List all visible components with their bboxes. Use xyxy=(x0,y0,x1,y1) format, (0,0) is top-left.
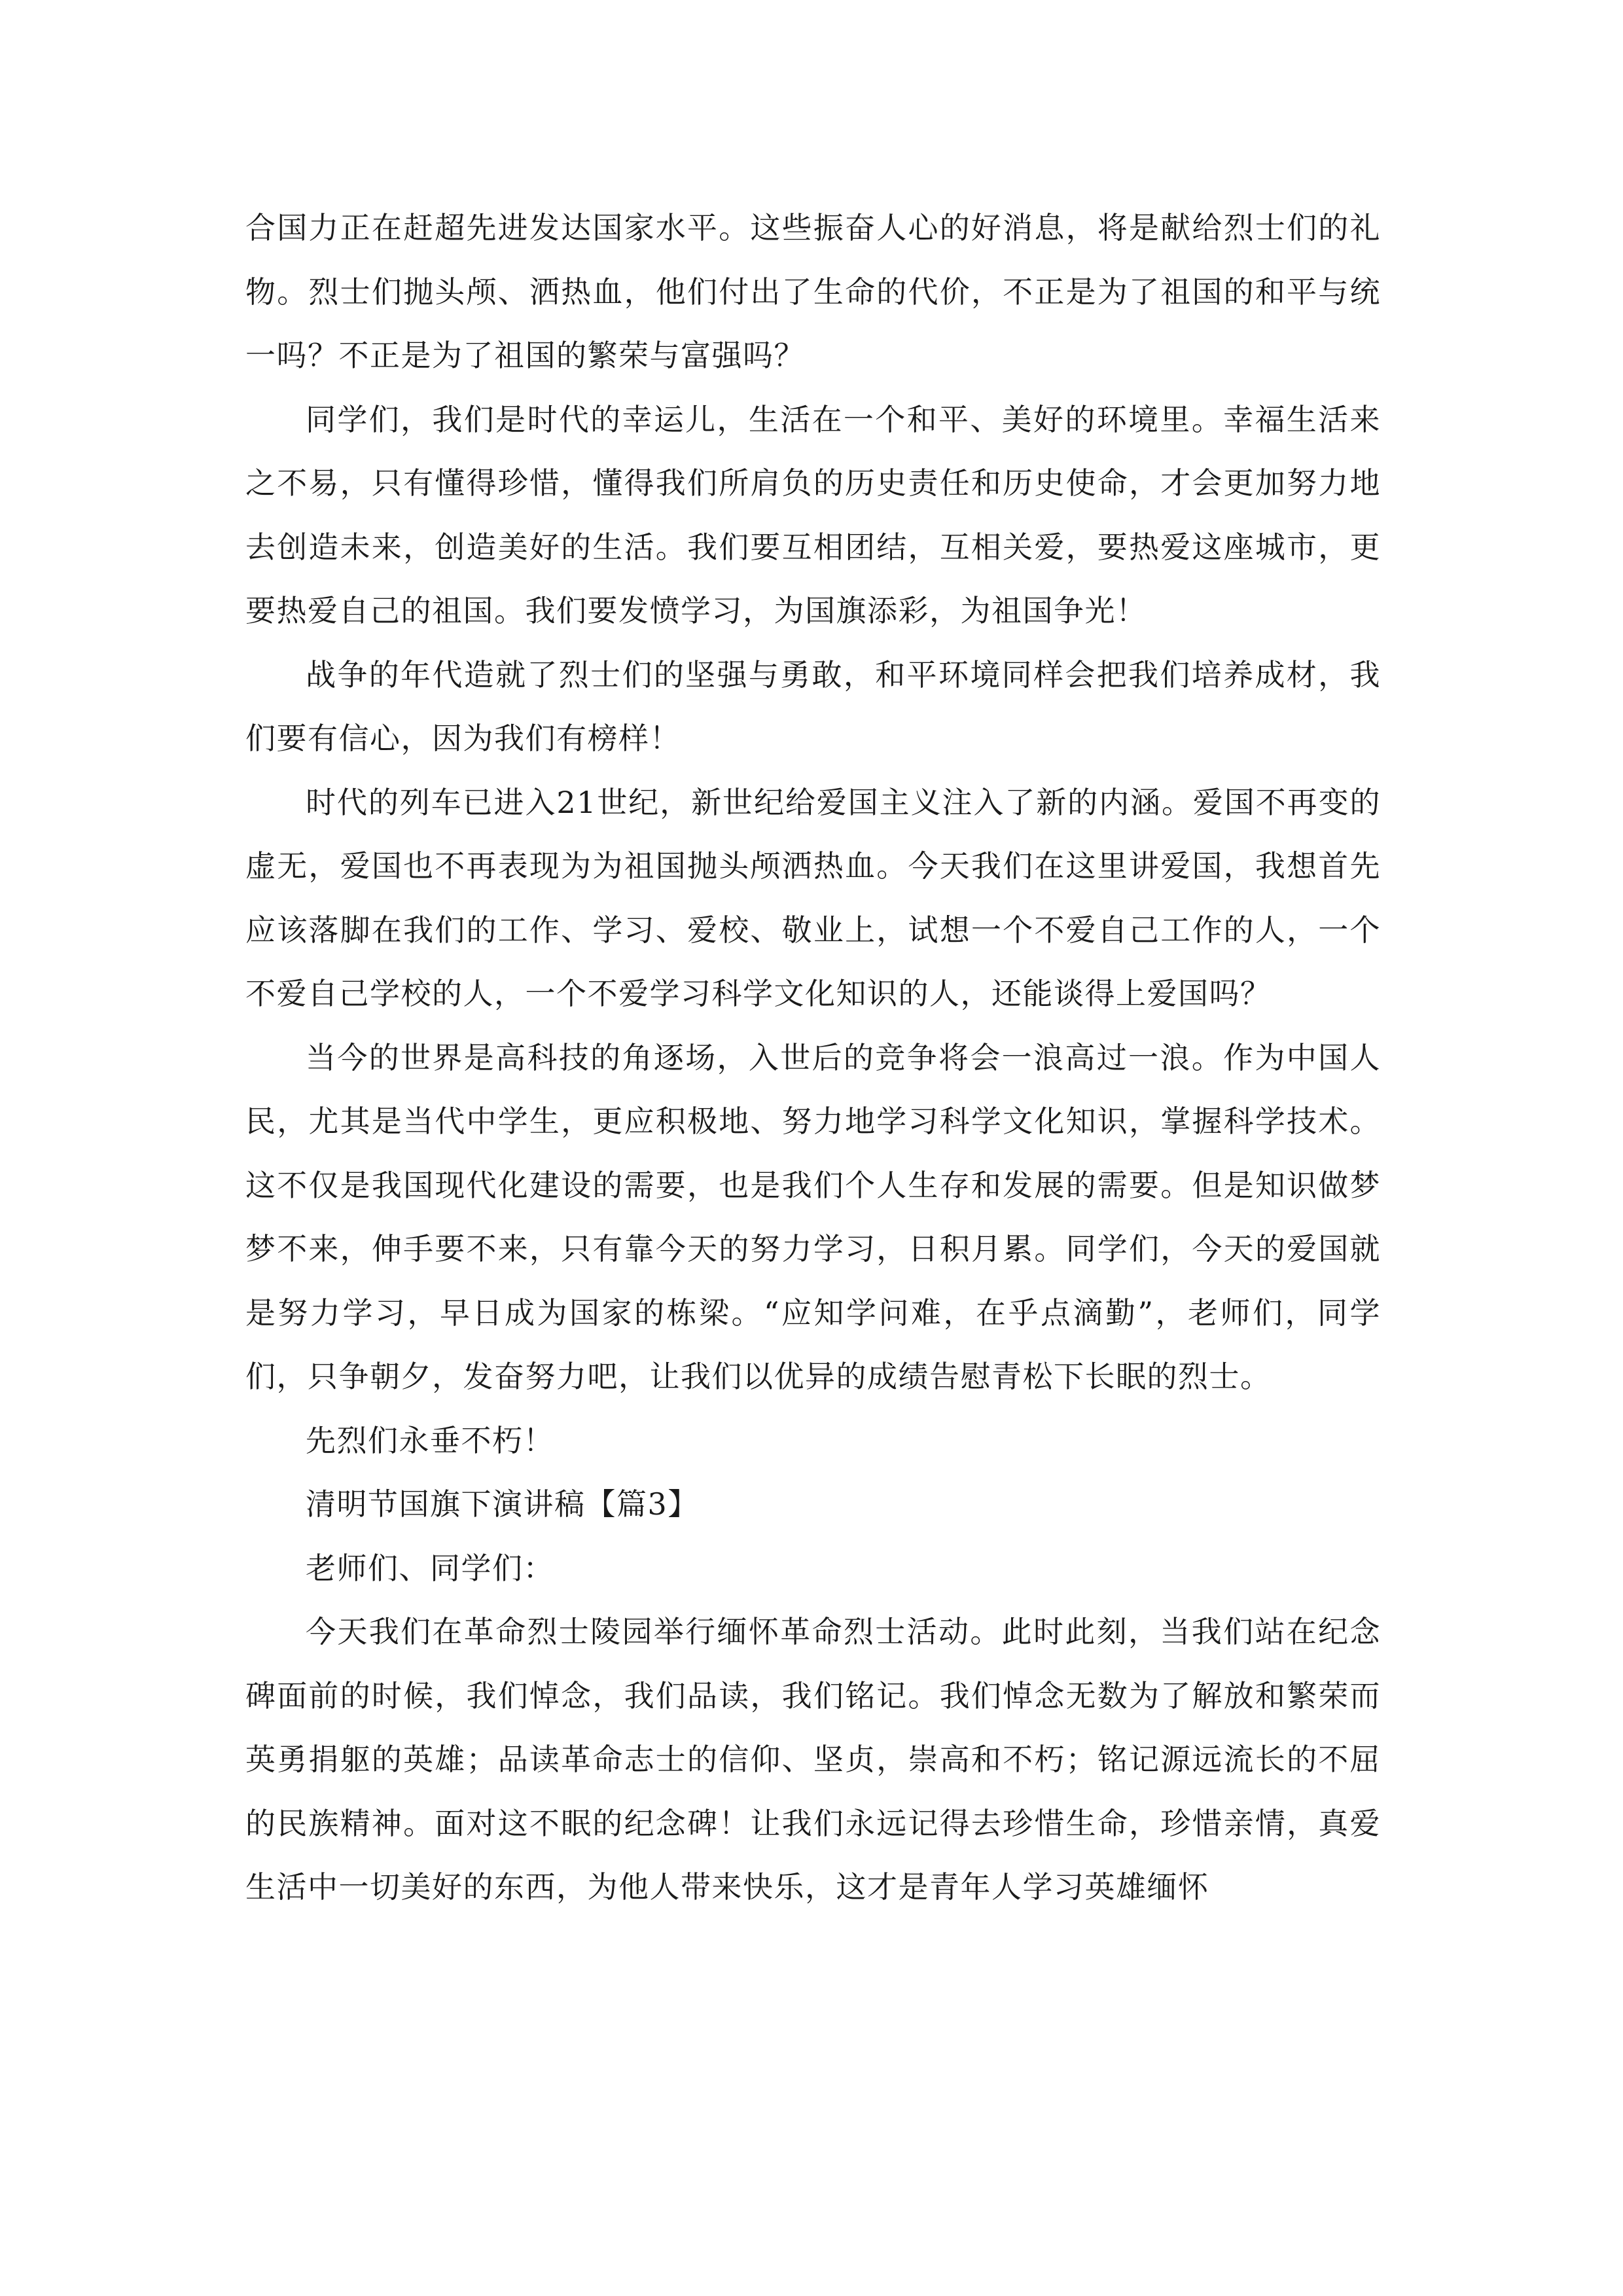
paragraph-immortal-martyrs: 先烈们永垂不朽！ xyxy=(306,1422,554,1458)
document-body xyxy=(245,196,1381,1920)
paragraph-high-tech-world: 当今的世界是高科技的角逐场，入世后的竞争将会一浪高过一浪。作为中国人民，尤其是当代中学生，更应积极地、努力地学习科学文化知识，掌握科学技术。这不仅是我国现代化建设的需要，也是我们个人生存和发展的需要。但是知识做梦梦不来，伸手要不来，只有靠今天的努力学习，日积月累。同学们，今天的爱国就是努力学习，早日成为国家的栋梁。“应知学问难，在乎点滴勤”，老师们，同学们，只争朝夕，发奋努力吧，让我们以优异的成绩告慰青松下长眠的烈士。 xyxy=(245,1039,1381,1394)
paragraph-continuation: 合国力正在赶超先进发达国家水平。这些振奋人心的好消息，将是献给烈士们的礼物。烈士们抛头颅、洒热血，他们付出了生命的代价，不正是为了祖国的和平与统一吗？不正是为了祖国的繁荣与富强吗？ xyxy=(245,210,1381,373)
paragraph-new-century: 时代的列车已进入21世纪，新世纪给爱国主义注入了新的内涵。爱国不再变的虚无，爱国也不再表现为为祖国抛头颅洒热血。今天我们在这里讲爱国，我想首先应该落脚在我们的工作、学习、爱校、敬业上，试想一个不爱自己工作的人，一个不爱自己学校的人，一个不爱学习科学文化知识的人，还能谈得上爱国吗？ xyxy=(245,784,1381,1011)
paragraph-war-era: 战争的年代造就了烈士们的坚强与勇敢，和平环境同样会把我们培养成材，我们要有信心，因为我们有榜样！ xyxy=(245,656,1381,756)
salutation: 老师们、同学们： xyxy=(306,1550,554,1586)
section-heading: 清明节国旗下演讲稿【篇3】 xyxy=(306,1486,699,1522)
paragraph-memorial-activity: 今天我们在革命烈士陵园举行缅怀革命烈士活动。此时此刻，当我们站在纪念碑面前的时候，我们悼念，我们品读，我们铭记。我们悼念无数为了解放和繁荣而英勇捐躯的英雄；品读革命志士的信仰、坚贞，崇高和不朽；铭记源远流长的不屈的民族精神。面对这不眠的纪念碑！让我们永远记得去珍惜生命，珍惜亲情，真爱生活中一切美好的东西，为他人带来快乐，这才是青年人学习英雄缅怀 xyxy=(245,1614,1381,1905)
paragraph-fortunate-generation: 同学们，我们是时代的幸运儿，生活在一个和平、美好的环境里。幸福生活来之不易，只有懂得珍惜，懂得我们所肩负的历史责任和历史使命，才会更加努力地去创造未来，创造美好的生活。我们要互相团结，互相关爱，要热爱这座城市，更要热爱自己的祖国。我们要发愤学习，为国旗添彩，为祖国争光！ xyxy=(245,401,1381,628)
